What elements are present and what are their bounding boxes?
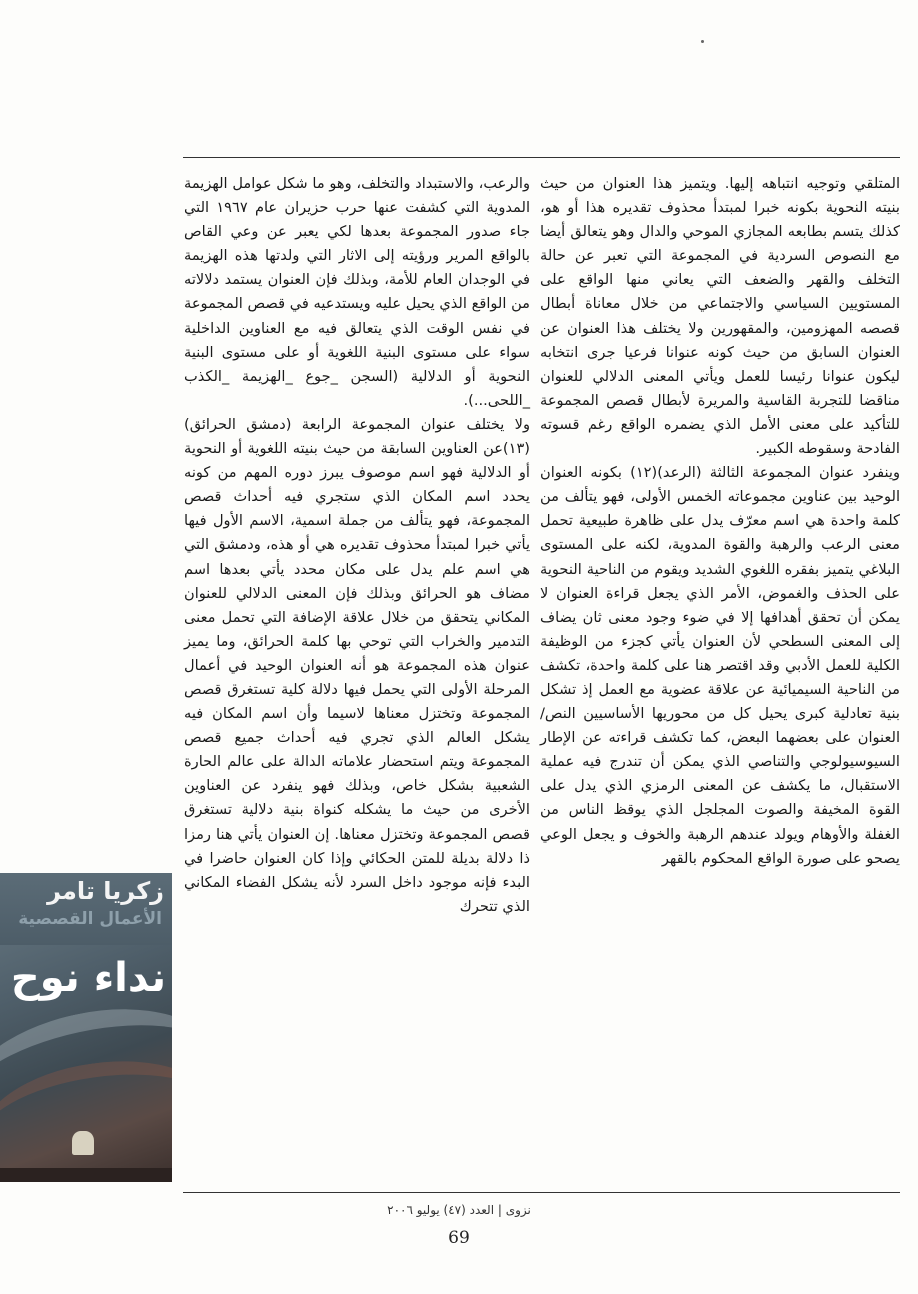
book-title: نداء نوح: [10, 955, 166, 1001]
paragraph: المتلقي وتوجيه انتباهه إليها. ويتميز هذا العنوان من حيث بنيته النحوية بكونه خبرا لمبتدأ محذوف تقديره هذا أو هو، كذلك يتسم بطابعه المجازي الموحي والدال وهو يتعالق أيضا مع النصوص السردية في المجموعة التي تعبر عن حالة التخلف والقهر والضعف التي يعاني منها الواقع على المستويين السياسي والاجتماعي من خلال معاناة أبطال قصصه المهزومين، والمقهورين ولا يختلف هذا العنوان عن العنوان السابق من حيث كونه عنوانا فرعيا جرى انتخابه ليكون عنوانا رئيسا للعمل ويأتي المعنى الدلالي للعنوان مناقضا للتجربة القاسية والمريرة لأبطال قصص المجموعة للتأكيد على معنى الأمل الذي يضمره الواقع رغم قسوته الفادحة وسقوطه الكبير.: [540, 175, 900, 458]
book-author: زكريا تامر: [47, 877, 164, 905]
left-text-column: [184, 172, 530, 919]
publisher-logo-icon: [72, 1131, 94, 1155]
book-series: الأعمال القصصية: [18, 909, 162, 929]
speck-mark: [701, 40, 704, 43]
top-rule: [183, 157, 900, 158]
bottom-rule: [183, 1192, 900, 1193]
page-number: 69: [448, 1228, 470, 1248]
book-cover-image: [0, 873, 172, 1182]
paragraph: وينفرد عنوان المجموعة الثالثة (الرعد)(١٢) بكونه العنوان الوحيد بين عناوين مجموعاته الخمس الأولى، فهو يتألف من كلمة واحدة هي اسم معرّف يدل على ظاهرة طبيعية تحمل معنى الرعب والرهبة والقوة المدوية، لكنه على المستوى البلاغي يتميز بفقره اللغوي الشديد ويقوم من الناحية النحوية على الحذف والغموض، الأمر الذي يجعل قراءة العنوان لا يمكن أن تحقق أهدافها إلا في ضوء وجود معنى ثان يضاف إلى المعنى السطحي لأن العنوان يأتي كجزء من الوظيفة الكلية للعمل الأدبي وقد اقتصر هنا على كلمة واحدة، تكشف من الناحية السيميائية عن علاقة عضوية مع العمل إذ تشكل بنية تعادلية كبرى يحيل كل من محوريها الأساسيين النص/ العنوان على بعضهما البعض، كما تكشف قراءته عن الإطار السيوسيولوجي والتناصي الذي يمكن أن تندرج فيه عملية الاستقبال، ما يكشف عن المعنى الرمزي الذي يدل على القوة المخيفة والصوت المجلجل الذي يوقظ الناس من الغفلة والأوهام ويولد عندهم الرهبة والخوف و يجعل الوعي يصحو على صورة الواقع المحكوم بالقهر: [540, 464, 900, 867]
paragraph: والرعب، والاستبداد والتخلف، وهو ما شكل عوامل الهزيمة المدوية التي كشفت عنها حرب حزيران عام ١٩٦٧ التي جاء صدور المجموعة بعدها لكي يعبر عن وعي القاص بالواقع المرير ورؤيته إلى الاثار التي ولدتها هذه الهزيمة في الوجدان العام للأمة، وبذلك فإن العنوان يستمد دلالاته من الواقع الذي يحيل عليه ويستدعيه في قصص المجموعة في نفس الوقت الذي يتعالق فيه مع العناوين الداخلية سواء على مستوى البنية اللغوية أو على مستوى البنية النحوية أو الدلالية (السجن _جوع _الهزيمة _الكذب _اللحى...).: [184, 175, 530, 409]
paragraph: ولا يختلف عنوان المجموعة الرابعة (دمشق الحرائق)(١٣)عن العناوين السابقة من حيث بنيته اللغوية أو النحوية أو الدلالية فهو اسم موصوف يبرز دوره المهم من كونه يحدد اسم المكان الذي ستجري فيه أحداث قصص المجموعة، فهو يتألف من جملة اسمية، الاسم الأول فيها يأتي خبرا لمبتدأ محذوف تقديره هي أو هذه، ودمشق التي هي اسم علم يدل على مكان محدد يأتي بعدها اسم مضاف هو الحرائق وبذلك فإن المعنى الدلالي للعنوان المكاني يتحقق من خلال علاقة الإضافة التي تحمل معنى التدمير والخراب التي توحي بها كلمة الحرائق، وما يميز عنوان هذه المجموعة هو أنه العنوان الوحيد في أعمال المرحلة الأولى التي يحمل فيها دلالة كلية تستغرق قصص المجموعة وتختزل معناها لاسيما وأن اسم المكان فيه يشكل العالم الذي تجري فيه أحداث جميع قصص المجموعة ويتم استحضار علاماته الدالة على عالم الحارة الشعبية بشكل خاص، وبذلك فهو ينفرد عن العناوين الأخرى من حيث ما يشكله كنواة بنية دلالية تستغرق قصص المجموعة وتختزل معناها. إن العنوان يأتي هنا رمزا ذا دلالة بديلة للمتن الحكائي وإذا كان العنوان حاضرا في البدء فإنه موجود داخل السرد لأنه يشكل الفضاء المكاني الذي تتحرك: [184, 415, 530, 915]
journal-footer: نزوى | العدد (٤٧) يوليو ٢٠٠٦: [387, 1203, 531, 1217]
right-text-column: [540, 172, 900, 871]
